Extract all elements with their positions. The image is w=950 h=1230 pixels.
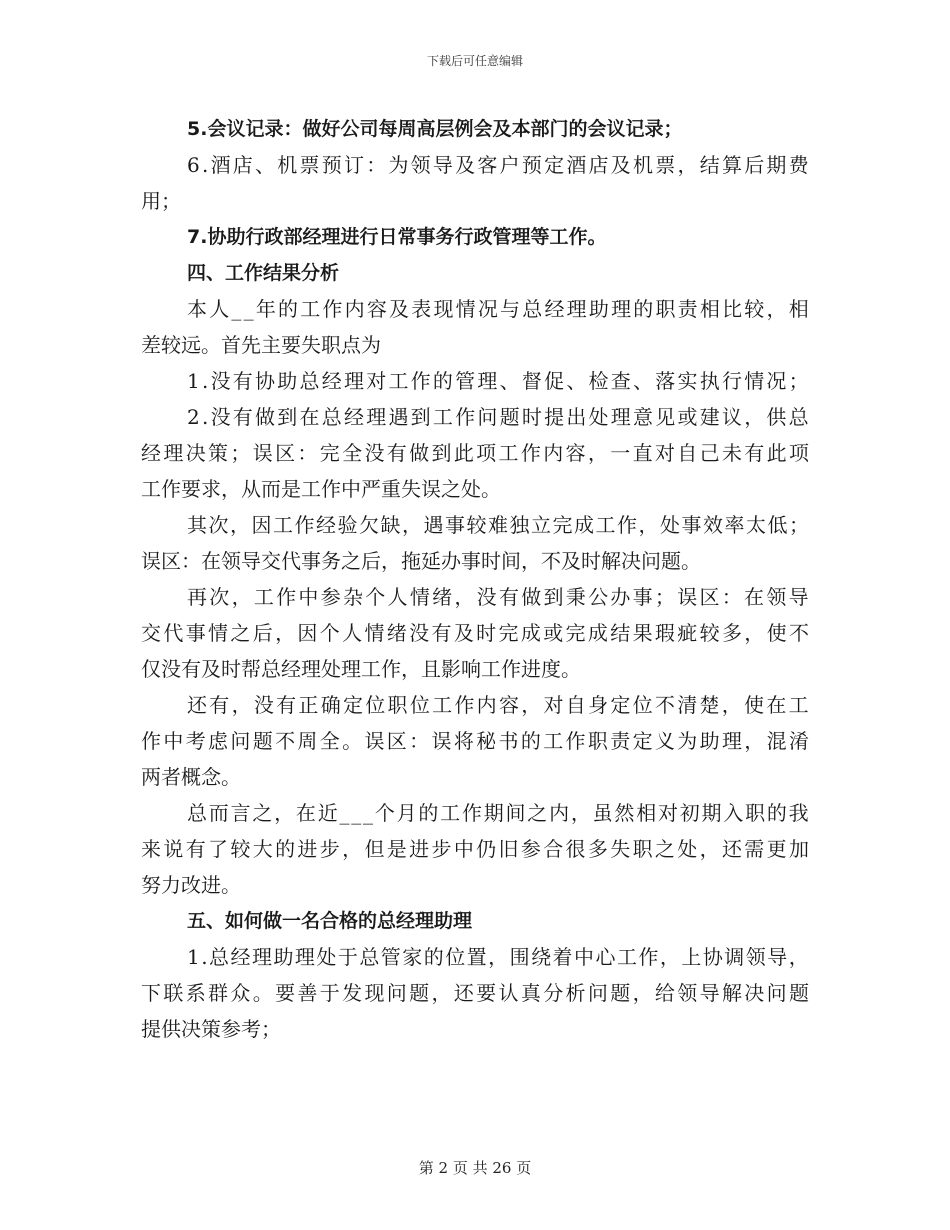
text-line: 两者概念。 bbox=[141, 765, 241, 789]
text-line: 5.会议记录：做好公司每周高层例会及本部门的会议记录； bbox=[187, 118, 683, 140]
text-line: 交 代 事 情 之 后 ， 因 个 人 情 绪 没 有 及 时 完 成 或 完 成 结 果 瑕 疵 较 多 ， 使 不 bbox=[141, 621, 809, 645]
text-line: 还 有 ， 没 有 正 确 定 位 职 位 工 作 内 容 ， 对 自 身 定 位 不 清 楚 ， 使 在 工 bbox=[187, 693, 809, 717]
text-line: 7.协助行政部经理进行日常事务行政管理等工作。 bbox=[187, 226, 607, 248]
text-line: 用； bbox=[141, 189, 181, 213]
text-line: 努力改进。 bbox=[141, 873, 241, 897]
text-line: 经 理 决 策 ； 误 区 ： 完 全 没 有 做 到 此 项 工 作 内 容 ， 一 直 对 自 己 未 有 此 项 bbox=[141, 441, 809, 465]
text-line: 其 次 ， 因 工 作 经 验 欠 缺 ， 遇 事 较 难 独 立 完 成 工 作 ， 处 事 效 率 太 低 ； bbox=[187, 513, 809, 537]
text-line: 1 . 总 经 理 助 理 处 于 总 管 家 的 位 置 ， 围 绕 着 中 心 工 作 ， 上 协 调 领 导 ， bbox=[187, 945, 809, 969]
page-number: 第 2 页 共 26 页 bbox=[418, 1159, 532, 1177]
text-line: 1 . 没 有 协 助 总 经 理 对 工 作 的 管 理 、 督 促 、 检 查 、 落 实 执 行 情 况 ； bbox=[187, 369, 809, 393]
text-line: 本 人 _ _ 年 的 工 作 内 容 及 表 现 情 况 与 总 经 理 助 理 的 职 责 相 比 较 ， 相 bbox=[187, 297, 809, 321]
text-line: 差较远。首先主要失职点为 bbox=[141, 333, 381, 357]
text-line: 总 而 言 之 ， 在 近 _ _ _ 个 月 的 工 作 期 间 之 内 ， 虽 然 相 对 初 期 入 职 的 我 bbox=[187, 801, 809, 825]
text-line: 来 说 有 了 较 大 的 进 步 ， 但 是 进 步 中 仍 旧 参 合 很 多 失 职 之 处 ， 还 需 更 加 bbox=[141, 837, 809, 861]
text-line: 2 . 没 有 做 到 在 总 经 理 遇 到 工 作 问 题 时 提 出 处 理 意 见 或 建 议 ， 供 总 bbox=[187, 405, 809, 429]
text-line: 再 次 ， 工 作 中 参 杂 个 人 情 绪 ， 没 有 做 到 秉 公 办 事 ； 误 区 ： 在 领 导 bbox=[187, 585, 809, 609]
text-line: 工作要求，从而是工作中严重失误之处。 bbox=[141, 477, 501, 501]
text-line: 作 中 考 虑 问 题 不 周 全 。 误 区 ： 误 将 秘 书 的 工 作 职 责 定 义 为 助 理 ， 混 淆 bbox=[141, 729, 809, 753]
text-line: 提供决策参考； bbox=[141, 1017, 281, 1041]
section-heading: 四、工作结果分析 bbox=[187, 262, 340, 284]
section-heading: 五、如何做一名合格的总经理助理 bbox=[187, 910, 473, 932]
text-line: 误区：在领导交代事务之后，拖延办事时间，不及时解决问题。 bbox=[141, 549, 701, 573]
text-line: 6 . 酒 店 、 机 票 预 订 ： 为 领 导 及 客 户 预 定 酒 店 及 机 票 ， 结 算 后 期 费 bbox=[187, 153, 809, 177]
header-note: 下载后可任意编辑 bbox=[426, 54, 523, 68]
text-line: 下 联 系 群 众 。 要 善 于 发 现 问 题 ， 还 要 认 真 分 析 问 题 ， 给 领 导 解 决 问 题 bbox=[141, 981, 809, 1005]
text-line: 仅没有及时帮总经理处理工作，且影响工作进度。 bbox=[141, 657, 581, 681]
document-body bbox=[141, 111, 809, 1047]
